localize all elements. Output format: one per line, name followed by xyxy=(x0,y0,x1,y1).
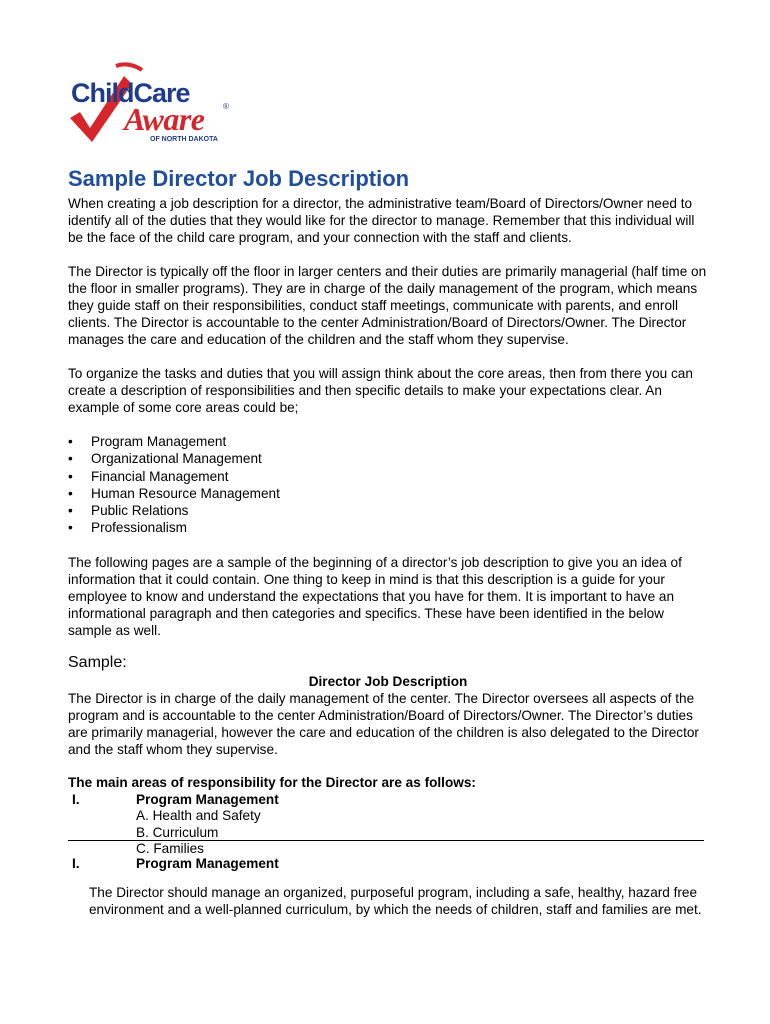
intro-paragraph: When creating a job description for a director, the administrative team/Board of Directors/Owner need to identify all of the duties that they would like for the director to manage. Remember that this individual will be the face of the child care program, and your connection with the staff and clients. xyxy=(68,196,695,245)
outline-title: Program Management xyxy=(136,791,279,807)
registered-mark: ® xyxy=(223,102,229,111)
outline-subitem: B. Curriculum xyxy=(136,824,219,840)
logo-aware-text: Aware xyxy=(124,101,205,137)
sample-doc-title: Director Job Description xyxy=(308,673,468,689)
outline-row xyxy=(68,791,708,808)
section-heading xyxy=(68,855,708,872)
list-item: • Public Relations xyxy=(68,503,189,519)
section-title: Program Management xyxy=(136,856,279,871)
document-body xyxy=(68,164,708,857)
role-paragraph: The Director is typically off the floor in larger centers and their duties are primarily managerial (half time on the floor in smaller programs). They are in charge of the daily management of the program, which means they guide staff on their responsibilities, conduct staff meetings, communicate with parents, and enroll clients. The Director is accountable to the center Administration/Board of Directors/Owner. The Director manages the care and education of the children and the staff whom they supervise. xyxy=(68,264,707,347)
list-item: • Professionalism xyxy=(68,520,187,536)
organize-paragraph: To organize the tasks and duties that you will assign think about the core areas, then from there you can create a description of responsibilities and then specific details to make your expectations clear. An example of some core areas could be; xyxy=(68,366,693,415)
list-item: • Organizational Management xyxy=(68,451,262,467)
core-areas-list xyxy=(68,433,708,537)
sample-summary: The Director is in charge of the daily management of the center. The Director oversees all aspects of the program and is accountable to the center Administration/Board of Directors/Owner. The Director’s duties are primarily managerial, however the care and education of the children is also delegated to the Director and the staff whom they supervise. xyxy=(68,690,699,757)
logo-subtitle: OF NORTH DAKOTA xyxy=(150,136,218,143)
responsibility-outline xyxy=(68,791,708,857)
page-title: Sample Director Job Description xyxy=(68,166,410,191)
list-item: • Financial Management xyxy=(68,468,229,484)
childcare-aware-logo xyxy=(66,62,236,146)
section-body: The Director should manage an organized, purposeful program, including a safe, healthy, hazard free environment and a well-planned curriculum, by which the needs of children, staff and families are met. xyxy=(89,885,702,917)
bullet-icon: • xyxy=(68,434,73,449)
logo-childcare-text: ChildCare xyxy=(71,78,190,108)
list-item: • Program Management xyxy=(68,434,227,449)
bullet-icon: • xyxy=(68,485,73,501)
outline-subitem: A. Health and Safety xyxy=(136,808,261,824)
section-numeral: I. xyxy=(72,856,80,871)
sample-heading: Sample: xyxy=(68,653,127,671)
outline-numeral: I. xyxy=(72,791,80,807)
bullet-icon: • xyxy=(68,468,73,484)
responsibility-areas-heading: The main areas of responsibility for the Director are as follows: xyxy=(68,774,476,790)
list-item: • Human Resource Management xyxy=(68,485,280,501)
bullet-icon: • xyxy=(68,520,73,536)
following-paragraph: The following pages are a sample of the beginning of a director’s job description to give you an idea of information that it could contain. One thing to keep in mind is that this description is a guide for your employee to know and understand the expectations that you have for them. It is important to have an informational paragraph and then categories and specifics. These have been identified in the below sample as well. xyxy=(68,554,682,638)
bullet-icon: • xyxy=(68,451,73,467)
bullet-icon: • xyxy=(68,503,73,519)
section-divider xyxy=(68,840,704,841)
outline-subitem: C. Families xyxy=(136,841,204,857)
